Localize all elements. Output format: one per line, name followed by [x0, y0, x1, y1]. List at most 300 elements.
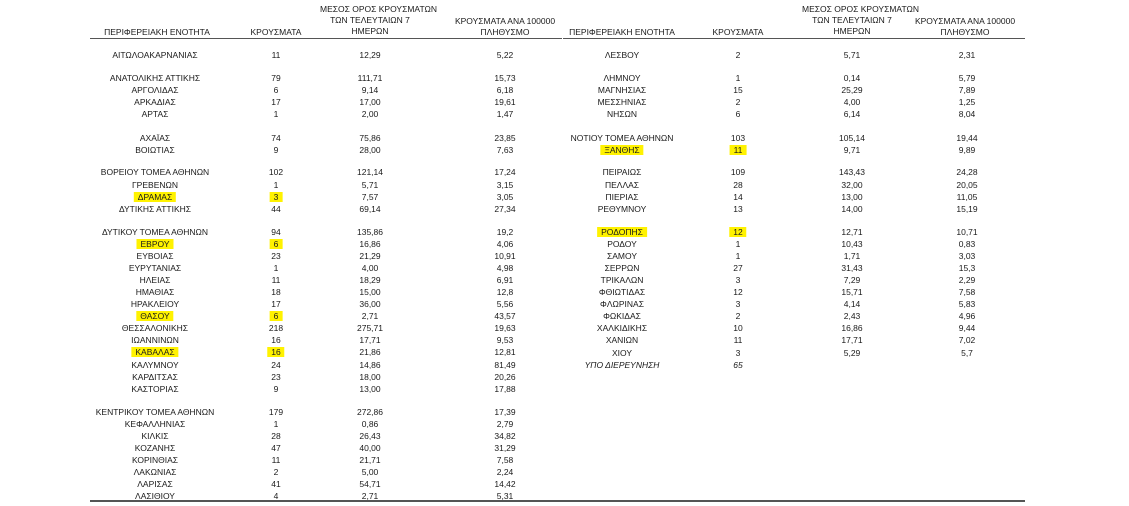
right-row-region	[605, 262, 640, 274]
right-row-region	[600, 144, 643, 156]
left-row-per100k-text: 17,88	[494, 384, 516, 394]
left-row-region-text: ΑΡΚΑΔΙΑΣ	[134, 97, 176, 107]
right-row-region	[605, 49, 639, 61]
right-row-region	[605, 179, 639, 191]
left-row-avg-text: 12,29	[359, 50, 381, 60]
left-row-region-text: ΙΩΑΝΝΙΝΩΝ	[131, 335, 179, 345]
left-row-per100k-text: 31,29	[494, 443, 516, 453]
left-row-per100k	[494, 478, 515, 490]
right-row-cases-text: 3	[735, 299, 741, 309]
left-row-per100k-text: 7,58	[496, 455, 514, 465]
right-row-region-text: ΛΕΣΒΟΥ	[604, 50, 640, 60]
right-row-avg	[841, 262, 862, 274]
left-row-avg-text: 135,86	[357, 227, 383, 237]
right-row-avg	[844, 96, 861, 108]
right-row-avg-text: 6,14	[843, 109, 861, 119]
left-row-per100k-text: 7,63	[496, 145, 514, 155]
left-row-cases-text: 102	[268, 167, 284, 177]
left-row-per100k	[494, 346, 515, 358]
left-row-region-text: ΛΑΣΙΘΙΟΥ	[135, 491, 175, 501]
left-row-cases	[271, 96, 280, 108]
left-row-cases	[267, 346, 284, 358]
left-row-avg	[362, 310, 379, 322]
left-row-avg	[362, 84, 379, 96]
left-row-cases	[269, 322, 283, 334]
left-row-per100k	[497, 238, 514, 250]
left-row-region	[136, 238, 173, 250]
right-row-per100k	[956, 179, 977, 191]
right-row-region	[598, 96, 647, 108]
left-row-per100k-text: 17,39	[494, 407, 516, 417]
left-row-region-text: ΓΡΕΒΕΝΩΝ	[132, 180, 178, 190]
left-row-avg	[359, 49, 380, 61]
right-row-region-text: ΦΘΙΩΤΙΔΑΣ	[598, 287, 646, 297]
right-row-avg-text: 1,71	[843, 251, 861, 261]
left-header-region: ΠΕΡΙΦΕΡΕΙΑΚΗ ΕΝΟΤΗΤΑ	[104, 27, 210, 37]
right-row-region-text: ΡΕΘΥΜΝΟΥ	[597, 204, 647, 214]
right-row-avg-text: 14,00	[841, 204, 863, 214]
right-row-cases-text: 10	[733, 323, 743, 333]
right-header-per100k-line2: ΠΛΗΘΥΣΜΟ	[940, 27, 990, 37]
left-row-per100k	[497, 179, 514, 191]
left-row-avg-text: 9,14	[361, 85, 379, 95]
left-row-region	[119, 203, 191, 215]
right-row-region	[598, 203, 647, 215]
left-row-per100k	[494, 442, 515, 454]
left-row-per100k-text: 6,18	[496, 85, 514, 95]
right-row-region	[597, 226, 647, 238]
left-row-region-text: ΑΙΤΩΛΟΑΚΑΡΝΑΝΙΑΣ	[112, 50, 198, 60]
right-row-region	[605, 191, 638, 203]
right-row-per100k-text: 5,7	[961, 348, 973, 358]
left-row-region-text: ΑΡΤΑΣ	[141, 109, 169, 119]
left-row-region	[142, 430, 169, 442]
left-row-region-text: ΚΟΡΙΝΘΙΑΣ	[131, 455, 179, 465]
left-row-region	[135, 490, 175, 502]
right-row-region	[612, 347, 632, 359]
left-row-cases	[271, 359, 280, 371]
left-row-per100k-text: 43,57	[494, 311, 516, 321]
left-row-cases	[271, 72, 280, 84]
left-row-region-text: ΔΡΑΜΑΣ	[134, 192, 176, 202]
left-row-per100k-text: 12,81	[494, 347, 516, 357]
left-row-avg	[362, 490, 379, 502]
right-row-per100k-text: 9,89	[958, 145, 976, 155]
right-row-per100k-text: 7,02	[958, 335, 976, 345]
right-row-cases-text: 15	[733, 85, 743, 95]
left-row-cases-text: 16	[271, 335, 281, 345]
right-row-region	[607, 108, 637, 120]
right-row-per100k	[959, 298, 976, 310]
left-row-cases-text: 94	[271, 227, 281, 237]
left-row-avg	[359, 274, 380, 286]
left-row-per100k	[494, 322, 515, 334]
right-row-avg-text: 4,14	[843, 299, 861, 309]
left-row-avg-text: 21,71	[359, 455, 381, 465]
left-row-region	[140, 132, 170, 144]
left-row-per100k	[494, 310, 515, 322]
right-row-avg-text: 5,71	[843, 50, 861, 60]
left-row-region-text: ΚΙΛΚΙΣ	[141, 431, 169, 441]
right-row-avg-text: 10,43	[841, 239, 863, 249]
right-row-avg	[844, 274, 861, 286]
left-row-per100k-text: 19,61	[494, 97, 516, 107]
left-row-cases	[271, 478, 280, 490]
left-row-avg	[359, 250, 380, 262]
right-row-cases	[736, 238, 741, 250]
left-row-cases	[271, 334, 280, 346]
left-row-cases-text: 17	[271, 97, 281, 107]
right-row-cases-text: 1	[735, 251, 741, 261]
right-row-avg	[844, 72, 861, 84]
left-row-per100k-text: 15,73	[494, 73, 516, 83]
left-row-region	[131, 346, 178, 358]
right-row-avg	[841, 179, 862, 191]
right-row-region-text: ΥΠΟ ΔΙΕΡΕΥΝΗΣΗ	[584, 360, 660, 370]
left-row-region	[131, 383, 178, 395]
right-row-avg	[841, 238, 862, 250]
left-row-cases	[272, 49, 281, 61]
left-row-cases	[274, 418, 279, 430]
right-row-avg	[844, 49, 861, 61]
right-row-cases-text: 2	[735, 50, 741, 60]
right-row-cases	[733, 191, 742, 203]
left-row-per100k	[497, 226, 514, 238]
left-row-cases	[271, 371, 280, 383]
right-row-per100k	[959, 262, 976, 274]
left-row-region	[131, 298, 179, 310]
left-row-cases-text: 17	[271, 299, 281, 309]
right-row-avg	[839, 132, 865, 144]
right-row-region-text: ΜΑΓΝΗΣΙΑΣ	[597, 85, 647, 95]
left-row-cases-text: 11	[271, 50, 281, 60]
right-row-per100k-text: 7,58	[958, 287, 976, 297]
left-row-region	[110, 72, 200, 84]
left-header-avg-line1: ΜΕΣΟΣ ΟΡΟΣ ΚΡΟΥΣΜΑΤΩΝ	[320, 4, 437, 14]
left-row-avg	[359, 430, 380, 442]
left-row-avg	[362, 108, 379, 120]
left-row-region-text: ΚΕΦΑΛΛΗΝΙΑΣ	[124, 419, 186, 429]
left-header-avg	[320, 4, 437, 37]
left-row-per100k-text: 4,98	[496, 263, 514, 273]
left-row-region-text: ΛΑΡΙΣΑΣ	[137, 479, 173, 489]
left-row-region	[134, 466, 177, 478]
right-row-cases	[733, 262, 742, 274]
left-row-cases	[274, 144, 279, 156]
right-row-per100k-text: 20,05	[956, 180, 978, 190]
left-row-avg	[362, 466, 379, 478]
right-row-region	[571, 132, 674, 144]
left-row-per100k	[494, 383, 515, 395]
left-row-avg-text: 18,29	[359, 275, 381, 285]
right-row-cases	[736, 274, 741, 286]
right-row-cases-text: 2	[735, 311, 741, 321]
right-row-per100k	[961, 347, 973, 359]
right-row-avg-text: 32,00	[841, 180, 863, 190]
right-row-region-text: ΧΙΟΥ	[611, 348, 633, 358]
left-row-region	[136, 286, 175, 298]
right-row-region	[597, 322, 647, 334]
right-row-region-text: ΦΩΚΙΔΑΣ	[603, 311, 641, 321]
right-row-region	[606, 334, 638, 346]
left-row-per100k-text: 9,53	[496, 335, 514, 345]
left-row-avg-text: 2,71	[361, 491, 379, 501]
right-row-per100k-text: 5,83	[958, 299, 976, 309]
left-row-region	[140, 274, 171, 286]
left-row-per100k-text: 34,82	[494, 431, 516, 441]
left-row-cases-text: 6	[270, 239, 283, 249]
right-row-per100k	[956, 166, 977, 178]
right-row-avg	[844, 347, 861, 359]
right-row-avg-text: 0,14	[843, 73, 861, 83]
left-row-cases	[270, 238, 283, 250]
left-row-region-text: ΕΒΡΟΥ	[136, 239, 173, 249]
left-row-region	[136, 310, 173, 322]
right-row-per100k	[959, 144, 976, 156]
right-header-avg-line3: ΗΜΕΡΩΝ	[833, 26, 871, 36]
left-row-cases-text: 3	[270, 192, 283, 202]
right-row-cases	[736, 298, 741, 310]
right-row-region	[603, 166, 642, 178]
right-row-region-text: ΠΕΙΡΑΙΩΣ	[602, 167, 642, 177]
right-row-cases-text: 109	[730, 167, 746, 177]
right-row-per100k-text: 2,31	[958, 50, 976, 60]
left-row-avg-text: 18,00	[359, 372, 381, 382]
right-row-per100k	[959, 250, 976, 262]
right-row-avg-text: 13,00	[841, 192, 863, 202]
right-row-per100k	[957, 191, 978, 203]
left-row-avg-text: 14,86	[359, 360, 381, 370]
right-row-cases	[736, 250, 741, 262]
left-row-cases	[274, 262, 279, 274]
left-row-region	[96, 406, 215, 418]
left-row-region-text: ΕΥΒΟΙΑΣ	[136, 251, 174, 261]
left-header-avg-line2: ΤΩΝ ΤΕΛΕΥΤΑΙΩΝ 7	[330, 15, 410, 25]
right-row-region	[603, 310, 641, 322]
left-row-per100k	[497, 286, 514, 298]
left-row-per100k	[497, 490, 514, 502]
right-row-per100k-text: 15,19	[956, 204, 978, 214]
right-row-avg	[841, 191, 862, 203]
right-row-avg-text: 2,43	[843, 311, 861, 321]
left-row-per100k	[494, 406, 515, 418]
left-row-cases	[270, 191, 283, 203]
right-row-avg-text: 7,29	[843, 275, 861, 285]
left-row-avg	[359, 286, 380, 298]
right-row-avg	[844, 144, 861, 156]
left-row-cases-text: 1	[273, 109, 279, 119]
right-row-region-text: ΧΑΝΙΩΝ	[605, 335, 639, 345]
left-row-region-text: ΕΥΡΥΤΑΝΙΑΣ	[128, 263, 182, 273]
right-row-cases	[729, 226, 746, 238]
left-row-per100k	[497, 418, 514, 430]
left-row-per100k-text: 2,24	[496, 467, 514, 477]
right-row-region-text: ΡΟΔΟΥ	[607, 239, 637, 249]
left-row-cases-text: 1	[273, 419, 279, 429]
right-row-region-text: ΣΕΡΡΩΝ	[604, 263, 640, 273]
right-row-per100k-text: 24,28	[956, 167, 978, 177]
right-row-avg	[844, 250, 861, 262]
left-row-cases	[271, 250, 280, 262]
left-row-region	[132, 179, 178, 191]
right-row-per100k	[956, 203, 977, 215]
left-row-per100k	[494, 371, 515, 383]
left-row-per100k	[497, 298, 514, 310]
left-row-per100k	[497, 144, 514, 156]
right-row-region	[585, 359, 660, 371]
left-row-cases	[274, 466, 279, 478]
right-row-cases	[736, 49, 741, 61]
right-row-avg	[841, 203, 862, 215]
left-row-avg	[359, 442, 380, 454]
left-row-per100k	[494, 96, 515, 108]
left-row-avg	[357, 226, 383, 238]
left-row-region	[131, 84, 178, 96]
left-header-per100k	[445, 16, 565, 38]
left-row-avg	[362, 418, 379, 430]
left-row-per100k	[497, 454, 514, 466]
right-row-avg-text: 9,71	[843, 145, 861, 155]
right-row-cases-text: 11	[733, 335, 743, 345]
right-row-per100k-text: 19,44	[956, 133, 978, 143]
left-row-avg	[362, 191, 379, 203]
left-row-cases-text: 16	[267, 347, 284, 357]
right-row-region-text: ΦΛΩΡΙΝΑΣ	[600, 299, 644, 309]
left-row-cases	[271, 132, 280, 144]
right-header-avg	[802, 4, 919, 37]
left-row-cases	[272, 454, 281, 466]
left-row-region-text: ΘΑΣΟΥ	[136, 311, 173, 321]
right-row-per100k	[959, 334, 976, 346]
left-row-avg	[359, 96, 380, 108]
right-row-cases	[733, 286, 742, 298]
left-row-avg	[362, 179, 379, 191]
right-header-avg-line1: ΜΕΣΟΣ ΟΡΟΣ ΚΡΟΥΣΜΑΤΩΝ	[802, 4, 919, 14]
left-row-avg	[358, 72, 383, 84]
right-row-region-text: ΧΑΛΚΙΔΙΚΗΣ	[596, 323, 648, 333]
left-row-avg	[359, 132, 380, 144]
left-row-cases	[271, 286, 280, 298]
right-header-per100k	[905, 16, 1025, 38]
left-row-avg	[357, 322, 383, 334]
right-row-per100k-text: 8,04	[958, 109, 976, 119]
right-row-cases-text: 11	[730, 145, 747, 155]
right-header-avg-line2: ΤΩΝ ΤΕΛΕΥΤΑΙΩΝ 7	[812, 15, 892, 25]
left-row-avg	[357, 406, 383, 418]
left-row-region	[101, 166, 209, 178]
left-row-region-text: ΚΑΡΔΙΤΣΑΣ	[132, 372, 178, 382]
left-row-region-text: ΗΛΕΙΑΣ	[139, 275, 171, 285]
left-row-avg-text: 54,71	[359, 479, 381, 489]
left-row-cases-text: 9	[273, 145, 279, 155]
right-row-avg	[841, 286, 862, 298]
right-row-region-text: ΡΟΔΟΠΗΣ	[597, 227, 647, 237]
left-row-avg-text: 75,86	[359, 133, 381, 143]
left-row-cases-text: 23	[271, 372, 281, 382]
right-header-cases: ΚΡΟΥΣΜΑΤΑ	[712, 27, 764, 37]
left-row-region	[131, 359, 178, 371]
left-row-avg	[359, 371, 380, 383]
right-row-per100k-text: 1,25	[958, 97, 976, 107]
right-row-cases-text: 3	[735, 275, 741, 285]
left-row-avg	[359, 203, 380, 215]
left-row-avg-text: 17,00	[359, 97, 381, 107]
left-header-per100k-line2: ΠΛΗΘΥΣΜΟ	[480, 27, 530, 37]
right-row-per100k-text: 0,83	[958, 239, 976, 249]
left-row-avg-text: 0,86	[361, 419, 379, 429]
left-row-per100k-text: 6,91	[496, 275, 514, 285]
left-row-cases-text: 6	[273, 85, 279, 95]
left-row-region-text: ΔΥΤΙΚΟΥ ΤΟΜΕΑ ΑΘΗΝΩΝ	[101, 227, 209, 237]
right-header-per100k-line1: ΚΡΟΥΣΜΑΤΑ ΑΝΑ 100000	[914, 16, 1016, 26]
left-row-per100k-text: 10,91	[494, 251, 516, 261]
right-row-per100k	[959, 322, 976, 334]
left-row-per100k-text: 12,8	[496, 287, 514, 297]
right-row-per100k-text: 9,44	[958, 323, 976, 333]
right-row-region-text: ΠΙΕΡΙΑΣ	[605, 192, 639, 202]
right-row-per100k	[959, 96, 976, 108]
right-row-region	[603, 72, 640, 84]
left-header-per100k-line1: ΚΡΟΥΣΜΑΤΑ ΑΝΑ 100000	[454, 16, 556, 26]
left-row-per100k	[494, 430, 515, 442]
left-row-avg-text: 5,71	[361, 180, 379, 190]
right-row-cases	[731, 132, 745, 144]
left-row-avg-text: 275,71	[357, 323, 383, 333]
left-row-cases-text: 79	[271, 73, 281, 83]
left-row-cases	[270, 310, 283, 322]
right-row-cases	[733, 179, 742, 191]
right-row-avg-text: 15,71	[841, 287, 863, 297]
left-row-avg-text: 21,86	[359, 347, 381, 357]
left-row-avg-text: 36,00	[359, 299, 381, 309]
left-row-cases-text: 4	[273, 491, 279, 501]
left-row-per100k-text: 2,79	[496, 419, 514, 429]
right-row-region-text: ΝΟΤΙΟΥ ΤΟΜΕΑ ΑΘΗΝΩΝ	[570, 133, 674, 143]
left-row-per100k-text: 81,49	[494, 360, 516, 370]
left-row-per100k-text: 14,42	[494, 479, 516, 489]
left-row-avg-text: 7,57	[361, 192, 379, 202]
right-row-per100k-text: 10,71	[956, 227, 978, 237]
left-row-per100k	[497, 262, 514, 274]
right-row-per100k	[959, 72, 976, 84]
left-header-rule	[90, 38, 562, 39]
right-row-cases-text: 103	[730, 133, 746, 143]
left-row-per100k	[494, 132, 515, 144]
right-row-avg-text: 12,71	[841, 227, 863, 237]
right-row-region	[607, 250, 637, 262]
left-row-per100k-text: 5,31	[496, 491, 514, 501]
left-row-region	[122, 322, 188, 334]
left-row-avg-text: 2,71	[361, 311, 379, 321]
left-row-region	[125, 418, 185, 430]
left-row-region-text: ΒΟΡΕΙΟΥ ΤΟΜΕΑ ΑΘΗΝΩΝ	[100, 167, 210, 177]
right-row-cases-text: 12	[733, 287, 743, 297]
left-row-avg	[359, 334, 380, 346]
left-row-cases-text: 24	[271, 360, 281, 370]
left-row-region	[137, 250, 174, 262]
left-row-cases	[274, 84, 279, 96]
left-row-cases-text: 179	[268, 407, 284, 417]
left-row-avg-text: 111,71	[357, 73, 383, 83]
left-row-per100k	[497, 274, 514, 286]
left-row-avg	[359, 144, 380, 156]
left-row-per100k	[494, 72, 515, 84]
left-row-avg	[359, 238, 380, 250]
right-row-cases	[734, 334, 743, 346]
right-row-avg-text: 4,00	[843, 97, 861, 107]
left-row-region-text: ΚΕΝΤΡΙΚΟΥ ΤΟΜΕΑ ΑΘΗΝΩΝ	[95, 407, 215, 417]
left-row-avg	[359, 478, 380, 490]
